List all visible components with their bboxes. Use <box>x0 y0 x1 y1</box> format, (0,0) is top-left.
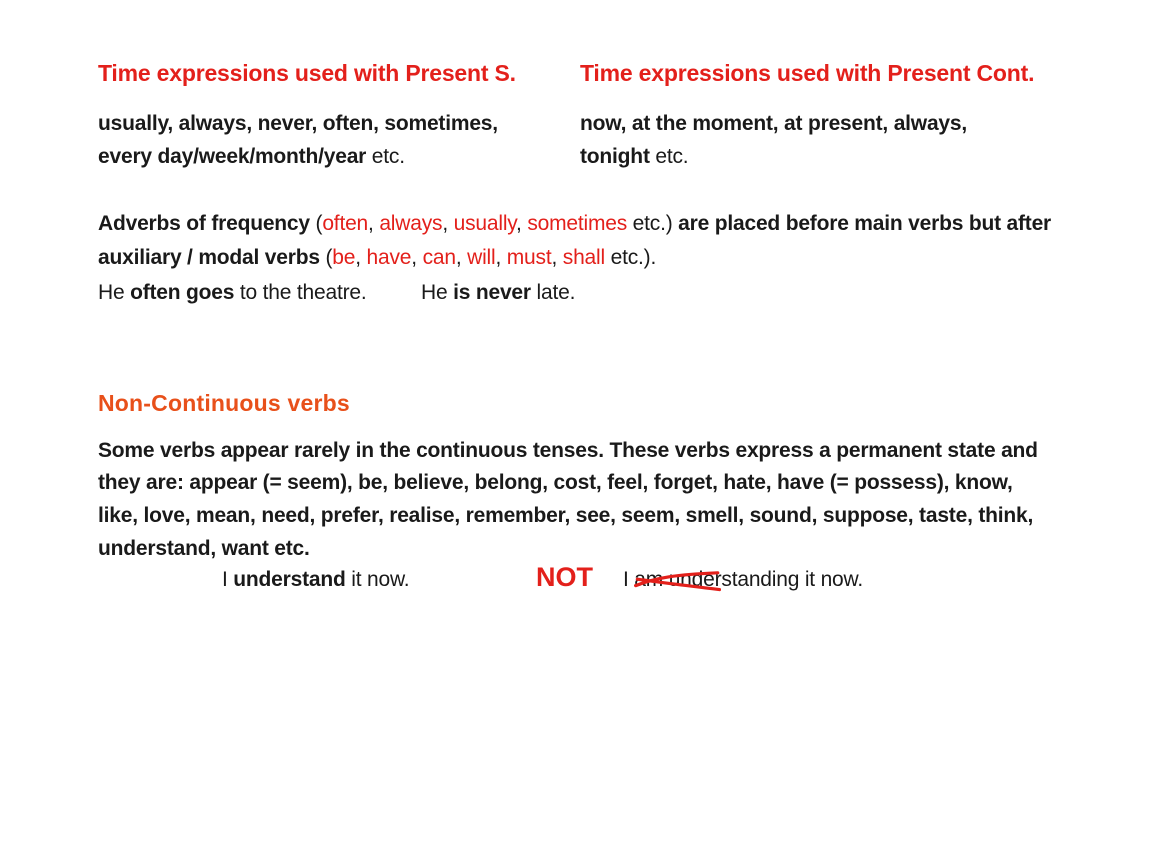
present-cont-etc: etc. <box>649 145 689 168</box>
sentence-part: standing it now. <box>721 568 863 591</box>
struck-text: am under <box>634 568 722 591</box>
modal-etc: etc.). <box>604 246 657 269</box>
noncont-paragraph-line: understand, want etc. <box>98 537 310 560</box>
modal-example: can <box>422 246 456 269</box>
modal-verbs-title: auxiliary / modal verbs <box>98 246 320 269</box>
sentence-part: it now. <box>345 568 410 591</box>
sentence-part: He <box>98 281 131 304</box>
modal-example: shall <box>562 246 605 269</box>
adverb-example: sometimes <box>527 212 628 235</box>
present-simple-expressions-line1: usually, always, never, often, sometimes, <box>98 112 498 135</box>
noncont-paragraph-line: like, love, mean, need, prefer, realise, remember, see, seem, smell, sound, suppose, taste, think, <box>98 504 1034 527</box>
adverb-example: always <box>379 212 443 235</box>
heading-present-continuous: Time expressions used with Present Cont. <box>580 60 1035 86</box>
present-simple-expressions-line2 <box>98 145 405 169</box>
sentence-highlight: is never <box>453 281 531 304</box>
adverb-example: usually <box>453 212 517 235</box>
sentence-highlight: often goes <box>130 281 235 304</box>
adverb-example-sentence-1 <box>98 281 367 305</box>
adverbs-etc: etc.) <box>627 212 673 235</box>
present-simple-etc: etc. <box>366 145 405 168</box>
not-label: NOT <box>536 562 593 592</box>
modal-example: must <box>506 246 552 269</box>
adverbs-rule-text: are placed before main verbs but after <box>672 212 1052 235</box>
paren-open: ( <box>309 212 323 235</box>
adverbs-rule-title: Adverbs of frequency <box>98 212 310 235</box>
struck-out-text <box>634 568 721 592</box>
noncont-paragraph-line: Some verbs appear rarely in the continuous tenses. These verbs express a permanent state and <box>98 439 1038 462</box>
adverbs-rule-line1: Adverbs of frequency (often, always, usually, sometimes etc.) are placed before main verbs but after <box>98 212 1052 235</box>
adverbs-rule-line2: auxiliary / modal verbs (be, have, can, will, must, shall etc.). <box>98 246 657 269</box>
red-cross-out-icon <box>634 568 721 592</box>
present-cont-expressions-line1: now, at the moment, at present, always, <box>580 112 968 135</box>
present-cont-expressions-line2 <box>580 145 688 169</box>
modal-example: be <box>332 246 356 269</box>
present-simple-expressions-bold: every day/week/month/year <box>98 145 367 168</box>
incorrect-example-sentence <box>623 568 863 592</box>
sentence-highlight: understand <box>233 568 346 591</box>
sentence-part: He <box>421 281 454 304</box>
sentence-part: I <box>222 568 234 591</box>
adverb-example-sentence-2 <box>421 281 575 305</box>
modal-example: have <box>366 246 412 269</box>
modal-example: will <box>467 246 496 269</box>
noncont-paragraph-line: they are: appear (= seem), be, believe, belong, cost, feel, forget, hate, have (= possess), know, <box>98 471 1013 494</box>
paren-open: ( <box>319 246 333 269</box>
adverb-example: often <box>322 212 369 235</box>
sentence-part: late. <box>530 281 576 304</box>
present-cont-expressions-bold: tonight <box>580 145 650 168</box>
correct-example-sentence <box>222 568 409 592</box>
heading-present-simple: Time expressions used with Present S. <box>98 60 516 86</box>
sentence-part: I <box>623 568 635 591</box>
heading-non-continuous-verbs: Non-Continuous verbs <box>98 390 350 416</box>
sentence-part: to the theatre. <box>234 281 367 304</box>
